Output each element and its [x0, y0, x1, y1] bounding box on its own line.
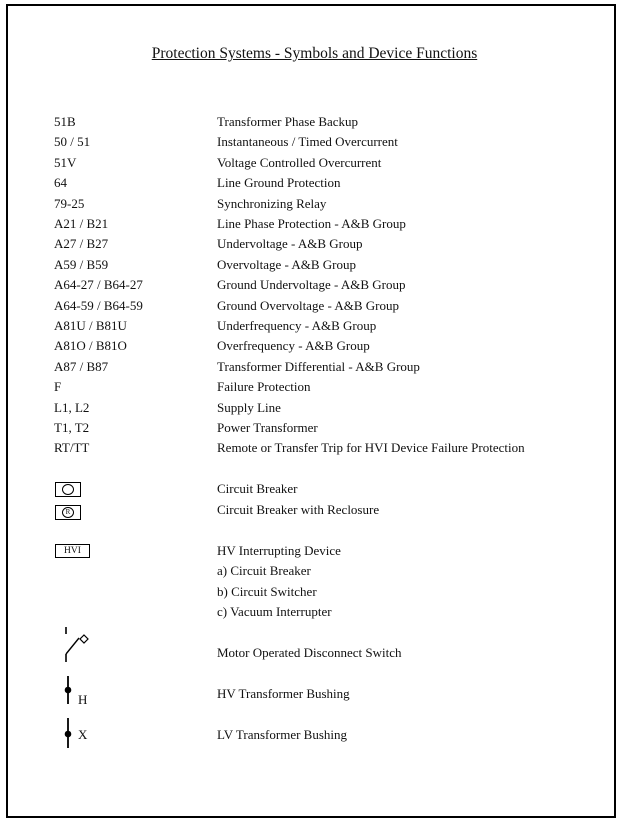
list-item [0, 336, 629, 356]
list-item [0, 214, 629, 234]
hvi-option: a) Circuit Breaker [217, 563, 311, 578]
list-item [0, 357, 629, 377]
legend-item [0, 643, 629, 663]
device-function: Underfrequency - A&B Group [217, 318, 377, 333]
device-code: L1, L2 [54, 399, 90, 415]
device-function: Undervoltage - A&B Group [217, 236, 363, 252]
list-item [0, 112, 629, 132]
device-function: Ground Undervoltage - A&B Group [217, 277, 406, 293]
list-item [0, 296, 629, 316]
legend-item [0, 684, 629, 704]
device-code: RT/TT [54, 440, 90, 456]
device-code: 50 / 51 [54, 134, 91, 150]
device-function: Synchronizing Relay [217, 195, 327, 211]
device-code: A87 / B87 [54, 358, 109, 374]
bushing-letter: X [78, 727, 88, 742]
list-item [0, 234, 629, 254]
device-function: Line Ground Protection [217, 175, 341, 191]
hvi-option: c) Vacuum Interrupter [217, 604, 332, 619]
device-code: 79-25 [54, 195, 85, 211]
device-function: Line Phase Protection - A&B Group [217, 216, 406, 231]
device-code: A81O / B81O [54, 338, 127, 354]
device-code: A81U / B81U [54, 318, 127, 333]
symbol-label: Circuit Breaker [217, 481, 298, 496]
device-code: T1, T2 [54, 420, 90, 435]
device-code: A59 / B59 [54, 256, 109, 272]
device-function: Power Transformer [217, 420, 318, 435]
device-code: 51V [54, 154, 77, 170]
list-item [0, 438, 629, 458]
device-function: Voltage Controlled Overcurrent [217, 154, 382, 170]
list-item [0, 153, 629, 173]
list-item [0, 173, 629, 193]
symbol-label: LV Transformer Bushing [217, 727, 348, 742]
device-function: Transformer Differential - A&B Group [217, 358, 420, 374]
list-item [0, 132, 629, 152]
page-title: Protection Systems - Symbols and Device Functions [151, 45, 478, 62]
device-function: Remote or Transfer Trip for HVI Device Failure Protection [217, 440, 525, 456]
hv-interrupting-device-icon: HVI [55, 544, 90, 558]
device-code: A64-59 / B64-59 [54, 297, 143, 313]
list-item [0, 377, 629, 397]
device-function: Failure Protection [217, 379, 311, 395]
symbol-label: Circuit Breaker with Reclosure [217, 502, 380, 517]
device-function: Instantaneous / Timed Overcurrent [217, 134, 398, 150]
list-item [0, 316, 629, 336]
list-item [0, 194, 629, 214]
symbol-label: HV Interrupting Device [217, 543, 341, 558]
list-item [0, 275, 629, 295]
device-function: Transformer Phase Backup [217, 114, 359, 129]
reclose-letter: R [65, 507, 71, 516]
symbol-label: HV Transformer Bushing [217, 686, 350, 701]
device-function: Supply Line [217, 399, 281, 415]
device-function: Overfrequency - A&B Group [217, 338, 370, 354]
device-code: 64 [54, 175, 67, 191]
bushing-letter: H [78, 692, 88, 707]
list-item [0, 255, 629, 275]
legend-item [0, 541, 629, 561]
device-code: 51B [54, 114, 76, 129]
device-function: Overvoltage - A&B Group [217, 256, 357, 272]
device-code: A27 / B27 [54, 236, 109, 252]
hvi-option: b) Circuit Switcher [217, 584, 317, 599]
symbol-label: Motor Operated Disconnect Switch [217, 645, 402, 660]
device-code: A64-27 / B64-27 [54, 277, 143, 293]
legend-item [0, 479, 629, 499]
device-function: Ground Overvoltage - A&B Group [217, 297, 399, 313]
legend-item [0, 500, 629, 520]
list-item [0, 418, 629, 438]
legend-item [0, 725, 629, 745]
device-code: F [54, 379, 62, 395]
device-code: A21 / B21 [54, 216, 109, 231]
list-item [0, 398, 629, 418]
